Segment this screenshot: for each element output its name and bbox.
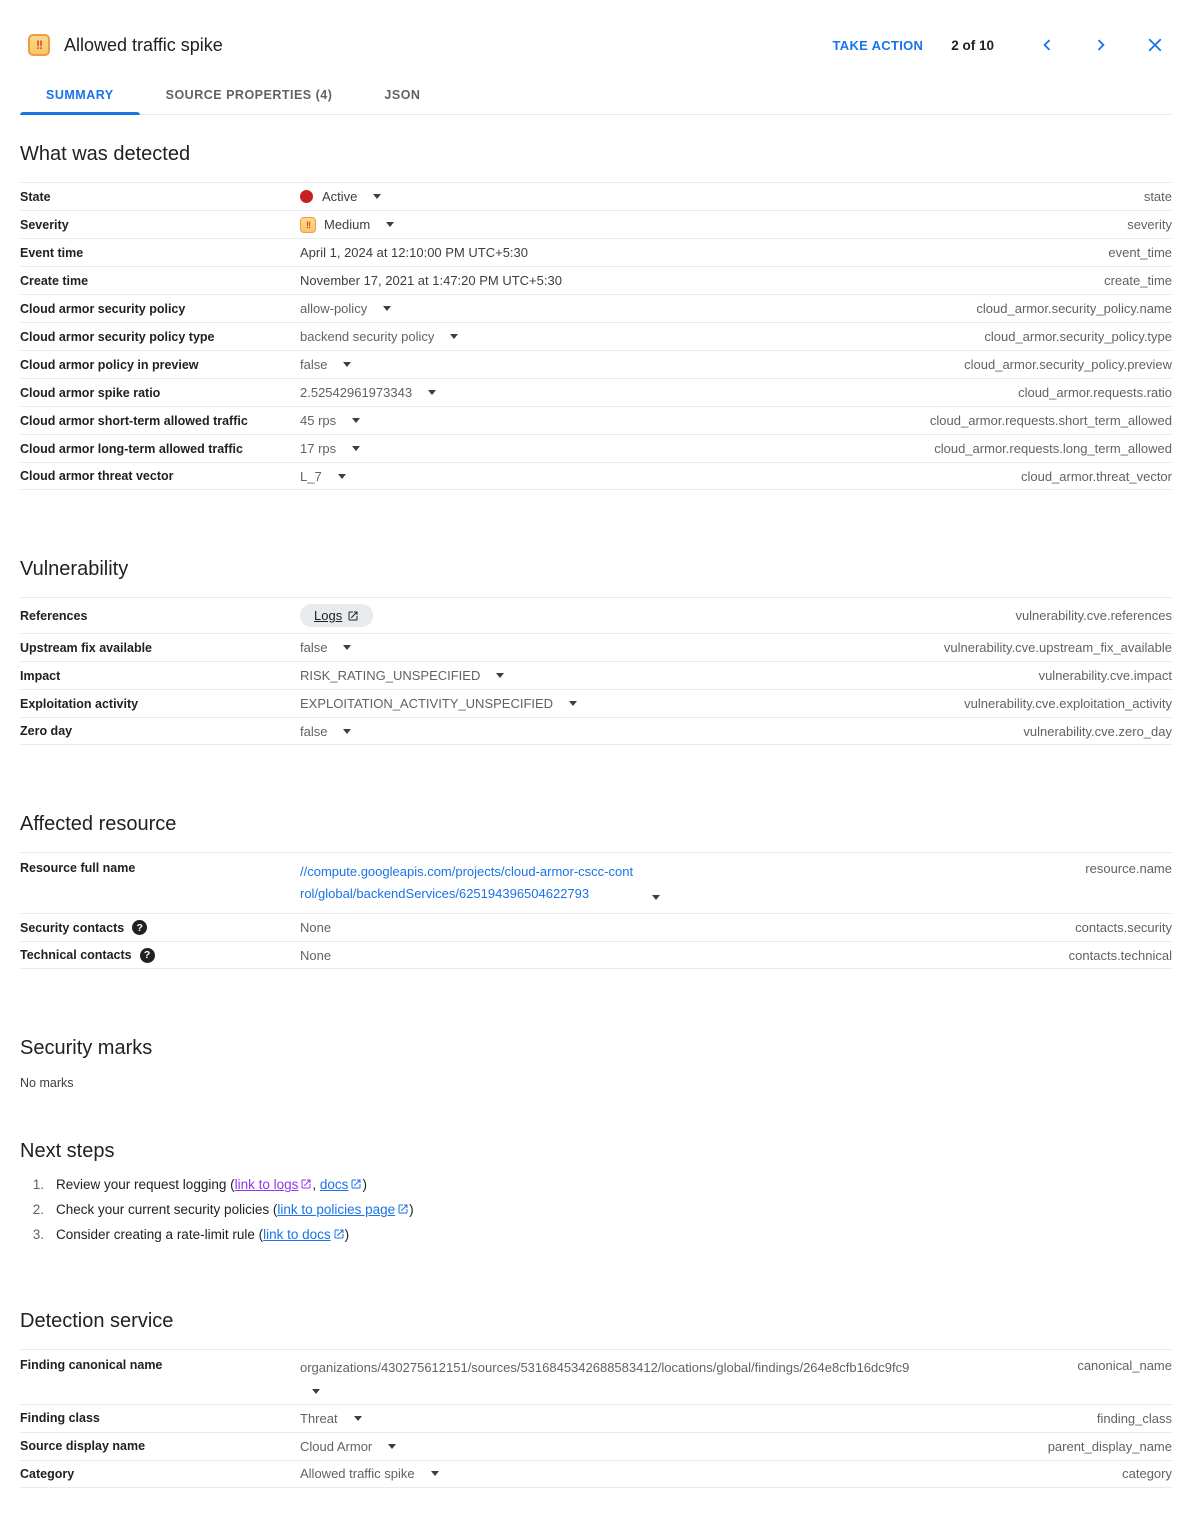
step-text: ) — [362, 1177, 367, 1193]
table-row-state — [20, 182, 1172, 210]
row-value: allow-policy — [300, 301, 368, 316]
section-title-vulnerability: Vulnerability — [20, 558, 129, 580]
page-title: Allowed traffic spike — [64, 34, 223, 55]
link-to-logs-link[interactable]: link to logs — [235, 1177, 313, 1192]
table-row-create-time — [20, 266, 1172, 294]
open-in-new-icon — [347, 610, 359, 622]
step-text: , — [312, 1177, 320, 1193]
row-value: November 17, 2021 at 1:47:20 PM UTC+5:30 — [300, 273, 562, 288]
chevron-down-icon — [312, 1389, 320, 1394]
header-actions — [823, 30, 1170, 60]
step-number: 1. — [32, 1177, 44, 1193]
medium-severity-icon: !! — [300, 217, 316, 233]
row-label: Create time — [20, 273, 89, 288]
table-row-zero-day — [20, 717, 1172, 745]
chevron-down-icon — [354, 1416, 362, 1421]
canonical-name-dropdown[interactable] — [300, 1358, 1057, 1396]
section-title-next-steps: Next steps — [20, 1140, 115, 1163]
table-row-category — [20, 1460, 1172, 1488]
tab-source-properties[interactable]: SOURCE PROPERTIES (4) — [140, 78, 359, 114]
row-key: cloud_armor.security_policy.preview — [964, 357, 1172, 372]
row-key: vulnerability.cve.upstream_fix_available — [943, 640, 1172, 655]
impact-dropdown[interactable] — [300, 668, 504, 683]
chevron-down-icon — [388, 1444, 396, 1449]
row-key: vulnerability.cve.impact — [1038, 668, 1172, 683]
row-label: Technical contacts — [20, 948, 132, 963]
logs-chip-label: Logs — [314, 608, 343, 623]
row-label: Impact — [20, 668, 61, 683]
chevron-down-icon — [569, 701, 577, 706]
row-label: Resource full name — [20, 861, 136, 875]
link-to-docs-link[interactable]: link to docs — [263, 1227, 345, 1242]
row-label: Finding canonical name — [20, 1358, 163, 1373]
table-row-security-contacts — [20, 913, 1172, 941]
table-row-references — [20, 597, 1172, 633]
row-label: Category — [20, 1466, 75, 1481]
chevron-down-icon — [386, 222, 394, 227]
next-steps-list — [20, 1177, 1172, 1242]
chevron-left-icon — [1036, 34, 1058, 56]
chevron-down-icon — [352, 418, 360, 423]
row-key: cloud_armor.threat_vector — [1020, 468, 1172, 484]
row-value: L_7 — [300, 468, 322, 484]
tab-summary[interactable]: SUMMARY — [20, 78, 140, 114]
table-row-severity — [20, 210, 1172, 238]
tab-json[interactable]: JSON — [358, 78, 446, 114]
table-row-canonical-name — [20, 1349, 1172, 1404]
chevron-down-icon — [343, 645, 351, 650]
row-key: vulnerability.cve.exploitation_activity — [964, 696, 1172, 711]
row-label: Exploitation activity — [20, 696, 139, 711]
close-icon — [1144, 34, 1166, 56]
previous-finding-button[interactable] — [1032, 30, 1062, 60]
row-value: 45 rps — [300, 413, 337, 428]
row-value: Active — [322, 189, 358, 204]
threat-vector-dropdown[interactable] — [300, 469, 346, 484]
finding-header — [20, 0, 1172, 60]
policy-preview-dropdown[interactable] — [300, 357, 351, 372]
affected-resource-table — [20, 852, 1172, 969]
row-label: Cloud armor threat vector — [20, 469, 174, 483]
table-row-source-display-name — [20, 1432, 1172, 1460]
row-label: Source display name — [20, 1439, 146, 1454]
security-policy-type-dropdown[interactable] — [300, 329, 458, 344]
section-title-security-marks: Security marks — [20, 1037, 153, 1060]
help-icon[interactable]: ? — [132, 920, 147, 935]
long-term-allowed-dropdown[interactable] — [300, 441, 360, 456]
list-item — [20, 1227, 1172, 1242]
row-label: Cloud armor policy in preview — [20, 357, 199, 372]
exploitation-activity-dropdown[interactable] — [300, 696, 577, 711]
row-value: 2.52542961973343 — [300, 385, 413, 400]
list-item — [20, 1177, 1172, 1192]
row-key: finding_class — [1096, 1410, 1172, 1426]
step-text: Consider creating a rate-limit rule ( — [56, 1227, 264, 1243]
row-key: event_time — [1108, 245, 1172, 260]
row-key: create_time — [1104, 273, 1172, 288]
security-policy-dropdown[interactable] — [300, 301, 391, 316]
row-value: RISK_RATING_UNSPECIFIED — [300, 668, 481, 683]
chevron-down-icon — [428, 390, 436, 395]
spike-ratio-dropdown[interactable] — [300, 385, 436, 400]
row-key: parent_display_name — [1047, 1438, 1172, 1454]
row-value: false — [300, 640, 328, 655]
row-key: vulnerability.cve.zero_day — [1023, 723, 1172, 739]
row-label: Security contacts — [20, 920, 125, 935]
section-title-detection-service: Detection service — [20, 1310, 174, 1333]
table-row-event-time — [20, 238, 1172, 266]
table-row-exploitation-activity — [20, 689, 1172, 717]
row-key: cloud_armor.requests.long_term_allowed — [934, 441, 1172, 456]
step-text: ) — [409, 1202, 414, 1218]
row-label: Cloud armor security policy type — [20, 329, 215, 344]
finding-class-dropdown[interactable] — [300, 1411, 362, 1426]
logs-chip-link[interactable] — [300, 604, 373, 627]
row-value: false — [300, 357, 328, 372]
row-label: Cloud armor long-term allowed traffic — [20, 441, 243, 456]
chevron-down-icon — [431, 1471, 439, 1476]
help-icon[interactable]: ? — [140, 948, 155, 963]
table-row-impact — [20, 661, 1172, 689]
table-row-security-policy — [20, 294, 1172, 322]
state-dropdown[interactable] — [300, 189, 381, 204]
step-number: 2. — [32, 1202, 44, 1218]
pager-count: 2 of 10 — [951, 37, 994, 53]
active-state-dot-icon — [300, 190, 313, 203]
row-value: Threat — [300, 1410, 338, 1426]
chevron-down-icon — [352, 446, 360, 451]
table-row-policy-preview — [20, 350, 1172, 378]
resource-name-dropdown — [300, 861, 660, 905]
upstream-fix-dropdown[interactable] — [300, 640, 351, 655]
medium-severity-icon: !! — [28, 34, 50, 56]
short-term-allowed-dropdown[interactable] — [300, 413, 360, 428]
row-value: organizations/430275612151/sources/5316845342688583412/locations/global/findings/264e8cfb16dc9fc9 — [300, 1360, 910, 1376]
row-value: false — [300, 723, 328, 739]
source-display-name-dropdown[interactable] — [300, 1439, 396, 1454]
row-label: Event time — [20, 245, 84, 260]
row-value: Allowed traffic spike — [300, 1466, 415, 1482]
tab-bar — [20, 78, 1172, 115]
row-value: Medium — [324, 217, 371, 232]
row-key: severity — [1127, 217, 1172, 232]
category-dropdown[interactable] — [300, 1466, 439, 1481]
row-value: Cloud Armor — [300, 1438, 373, 1454]
step-text: Check your current security policies ( — [56, 1202, 278, 1218]
detected-table — [20, 182, 1172, 490]
link-to-policies-page-link[interactable]: link to policies page — [277, 1202, 409, 1217]
row-key: cloud_armor.security_policy.type — [984, 329, 1172, 344]
vulnerability-table — [20, 597, 1172, 745]
resource-full-name-link[interactable]: //compute.googleapis.com/projects/cloud-armor-cscc-control/global/backendServices/625194396504622793 — [300, 864, 634, 902]
open-in-new-icon — [300, 1178, 312, 1190]
table-row-finding-class — [20, 1404, 1172, 1432]
chevron-down-icon — [343, 729, 351, 734]
table-row-upstream-fix — [20, 633, 1172, 661]
table-row-threat-vector — [20, 462, 1172, 490]
row-key: contacts.security — [1075, 920, 1172, 936]
row-label: Severity — [20, 217, 69, 232]
severity-dropdown[interactable] — [300, 217, 394, 233]
row-label: References — [20, 608, 88, 623]
chevron-down-icon — [450, 334, 458, 339]
row-value: None — [300, 920, 332, 936]
row-key: category — [1122, 1466, 1172, 1482]
step-text: ) — [344, 1227, 350, 1243]
table-row-technical-contacts — [20, 941, 1172, 969]
row-key: resource.name — [1085, 861, 1172, 876]
row-value: backend security policy — [300, 329, 435, 344]
section-title-what-was-detected: What was detected — [20, 143, 191, 165]
chevron-down-icon — [338, 474, 346, 479]
chevron-down-icon — [496, 673, 504, 678]
row-key: canonical_name — [1077, 1358, 1172, 1374]
row-key: vulnerability.cve.references — [1015, 608, 1172, 623]
row-key: cloud_armor.requests.short_term_allowed — [929, 413, 1172, 428]
close-button[interactable] — [1140, 30, 1170, 60]
table-row-short-term-allowed — [20, 406, 1172, 434]
row-key: cloud_armor.requests.ratio — [1018, 385, 1172, 400]
docs-link[interactable]: docs — [320, 1177, 363, 1192]
open-in-new-icon — [397, 1203, 409, 1215]
row-label: Finding class — [20, 1411, 100, 1426]
step-text: Review your request logging ( — [56, 1177, 235, 1193]
row-label: State — [20, 189, 51, 204]
row-label: Upstream fix available — [20, 640, 153, 655]
row-label: Cloud armor spike ratio — [20, 385, 161, 400]
table-row-resource-full-name — [20, 852, 1172, 913]
open-in-new-icon — [350, 1178, 362, 1190]
row-value: EXPLOITATION_ACTIVITY_UNSPECIFIED — [300, 696, 554, 711]
detection-service-table — [20, 1349, 1172, 1488]
row-label: Cloud armor security policy — [20, 301, 186, 316]
row-label: Zero day — [20, 724, 73, 738]
next-finding-button[interactable] — [1086, 30, 1116, 60]
take-action-button[interactable]: TAKE ACTION — [823, 32, 934, 59]
row-key: contacts.technical — [1068, 947, 1172, 963]
row-value: None — [300, 947, 332, 963]
row-key: state — [1143, 189, 1172, 204]
table-row-long-term-allowed — [20, 434, 1172, 462]
list-item — [20, 1202, 1172, 1217]
row-value: 17 rps — [300, 441, 337, 456]
table-row-security-policy-type — [20, 322, 1172, 350]
row-key: cloud_armor.security_policy.name — [976, 301, 1172, 316]
chevron-down-icon — [373, 194, 381, 199]
step-number: 3. — [32, 1227, 44, 1243]
row-value: April 1, 2024 at 12:10:00 PM UTC+5:30 — [300, 245, 528, 260]
section-title-affected-resource: Affected resource — [20, 813, 177, 835]
table-row-spike-ratio — [20, 378, 1172, 406]
open-in-new-icon — [333, 1228, 345, 1240]
row-label: Cloud armor short-term allowed traffic — [20, 413, 248, 428]
chevron-down-icon — [343, 362, 351, 367]
chevron-right-icon — [1090, 34, 1112, 56]
chevron-down-icon[interactable] — [652, 895, 660, 900]
zero-day-dropdown[interactable] — [300, 724, 351, 739]
chevron-down-icon — [383, 306, 391, 311]
no-marks-text: No marks — [20, 1076, 74, 1091]
